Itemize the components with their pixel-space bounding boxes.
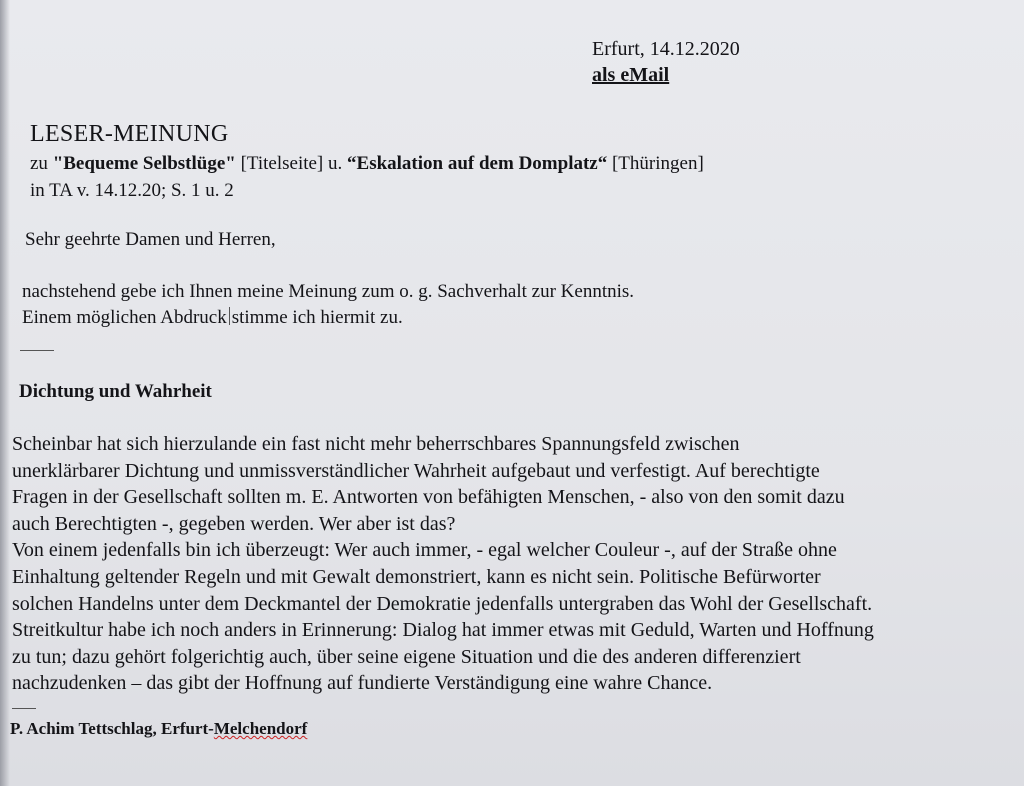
body-line: zu tun; dazu gehört folgerichtig auch, über seine eigene Situation und die des anderen differenziert	[12, 645, 801, 668]
intro-line-2-a: Einem möglichen Abdruck	[22, 307, 227, 328]
article-title-2: “Eskalation auf dem Domplatz“	[347, 153, 608, 174]
article-title-1: "Bequeme Selbstlüge"	[52, 153, 236, 174]
intro-line-1: nachstehend gebe ich Ihnen meine Meinung zum o. g. Sachverhalt zur Kenntnis.	[22, 281, 635, 302]
intro-line-2-b: stimme ich hiermit zu.	[231, 307, 403, 328]
reference-prefix: zu	[30, 153, 53, 174]
body-line: Fragen in der Gesellschaft sollten m. E. Antworten von befähigten Menschen, - also von den somit dazu	[12, 486, 845, 509]
body-line: Einhaltung geltender Regeln und mit Gewalt demonstriert, kann es nicht sein. Politische Befürworter	[12, 565, 821, 588]
letter-heading: LESER-MEINUNG	[30, 121, 229, 147]
body-line: nachzudenken – das gibt der Hoffnung auf fundierte Verständigung eine wahre Chance.	[12, 672, 713, 695]
separator	[20, 350, 54, 351]
text-cursor	[229, 307, 230, 325]
article-title: Dichtung und Wahrheit	[19, 381, 212, 402]
source-line: in TA v. 14.12.20; S. 1 u. 2	[30, 180, 234, 201]
body-line: Von einem jedenfalls bin ich überzeugt: Wer auch immer, - egal welcher Couleur -, auf der Straße ohne	[12, 539, 837, 562]
section-1: [Titelseite] u.	[235, 153, 348, 174]
signature-place: Melchendorf	[213, 719, 308, 738]
signature	[10, 719, 307, 739]
page-edge-shadow	[0, 0, 10, 786]
body-line: auch Berechtigten -, gegeben werden. Wer aber ist das?	[12, 512, 456, 535]
greeting: Sehr geehrte Damen und Herren,	[25, 229, 276, 250]
signature-name: P. Achim Tettschlag, Erfurt-	[10, 719, 214, 738]
article-body	[12, 431, 874, 697]
signature-separator	[12, 708, 36, 709]
intro-line-2	[22, 307, 403, 329]
body-line: Scheinbar hat sich hierzulande ein fast nicht mehr beherrschbares Spannungsfeld zwischen	[12, 433, 740, 455]
body-line: solchen Handelns unter dem Deckmantel der Demokratie jedenfalls untergraben das Wohl der Gesellschaft.	[12, 592, 873, 615]
delivery-channel: als eMail	[592, 64, 670, 86]
date-line: Erfurt, 14.12.2020	[592, 38, 740, 60]
body-line: Streitkultur habe ich noch anders in Erinnerung: Dialog hat immer etwas mit Geduld, Warten und Hoffnung	[12, 619, 874, 642]
section-2: [Thüringen]	[607, 153, 704, 174]
body-line: unerklärbarer Dichtung und unmissverständlicher Wahrheit aufgebaut und verfestigt. Auf berechtigte	[12, 459, 820, 482]
reference-line	[30, 153, 704, 175]
